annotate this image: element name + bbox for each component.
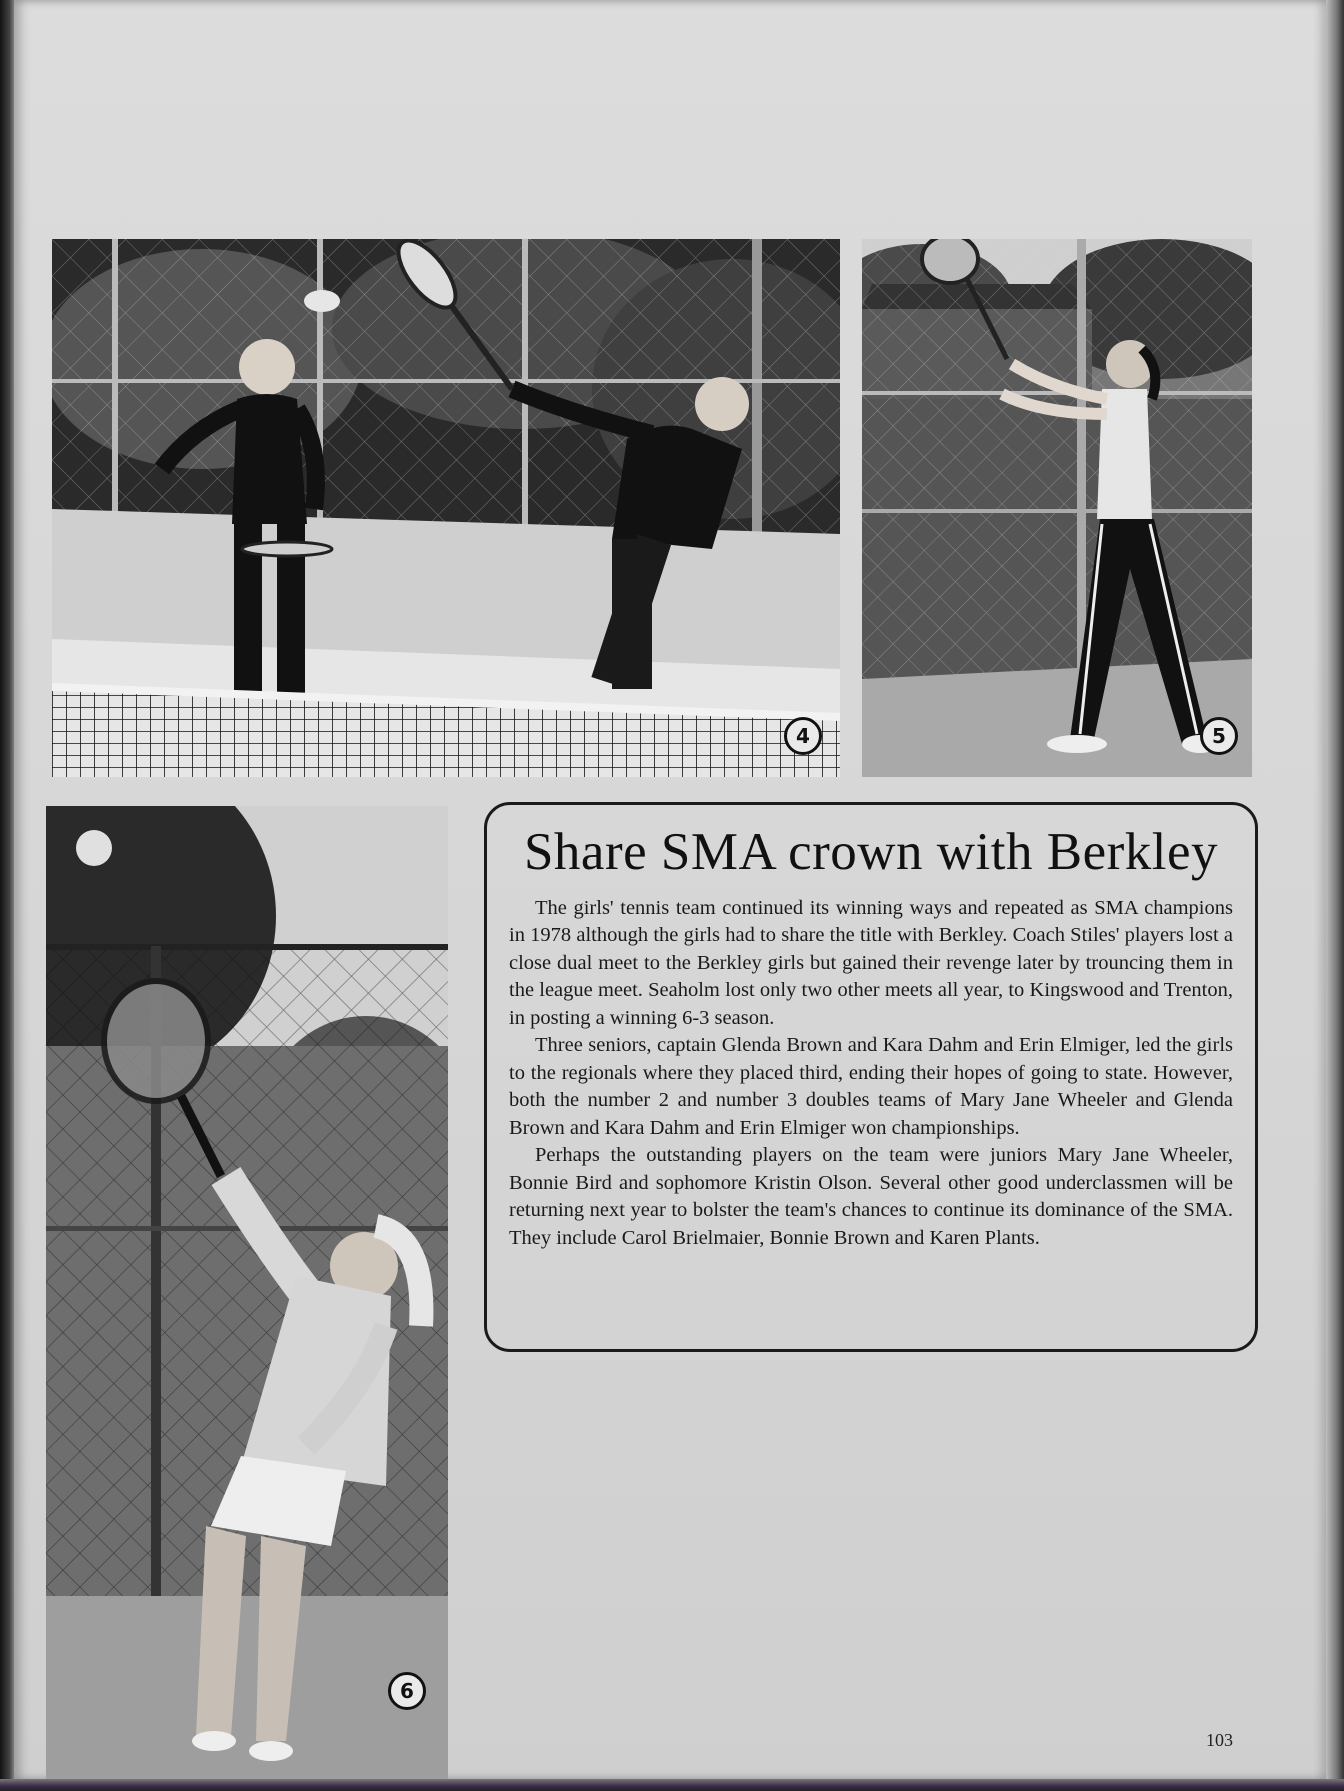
article-body	[509, 895, 1233, 1253]
page-number: 103	[1206, 1730, 1233, 1750]
photo-5-image	[862, 239, 1252, 777]
photo-doubles-players	[52, 239, 840, 777]
photo-number-badge: 5	[1200, 717, 1238, 755]
photo-forehand-player	[862, 239, 1252, 777]
page-edge	[1326, 0, 1344, 1791]
photo-number-badge: 4	[784, 717, 822, 755]
article-headline: Share SMA crown with Berkley	[523, 823, 1219, 881]
photo-number-badge: 6	[388, 1672, 426, 1710]
photo-6-image	[46, 806, 448, 1780]
page-bottom-edge	[0, 1779, 1344, 1791]
yearbook-page	[14, 0, 1326, 1780]
article-paragraph: Perhaps the outstanding players on the team were juniors Mary Jane Wheeler, Bonnie Bird and sophomore Kristin Olson. Several other good underclassmen will be returning next year to bolster the team's chances to continue its dominance of the SMA. They include Carol Brielmaier, Bonnie Brown and Karen Plants.	[509, 1144, 1233, 1249]
article-paragraph: Three seniors, captain Glenda Brown and Kara Dahm and Erin Elmiger, led the girls to the regionals where they placed third, ending their hopes of going to state. However, both the number 2 and number 3 doubles teams of Mary Jane Wheeler and Glenda Brown and Kara Dahm and Erin Elmiger won championships.	[509, 1034, 1233, 1139]
article-paragraph: The girls' tennis team continued its winning ways and repeated as SMA champions in 1978 although the girls had to share the title with Berkley. Coach Stiles' players lost a close dual meet to the Berkley girls but gained their revenge later by trouncing them in the league meet. Seaholm lost only two other meets all year, to Kingswood and Trenton, in posting a winning 6-3 season.	[509, 896, 1233, 1029]
photo-serving-player	[46, 806, 448, 1780]
article-box	[484, 802, 1258, 1352]
photo-4-image	[52, 239, 840, 777]
